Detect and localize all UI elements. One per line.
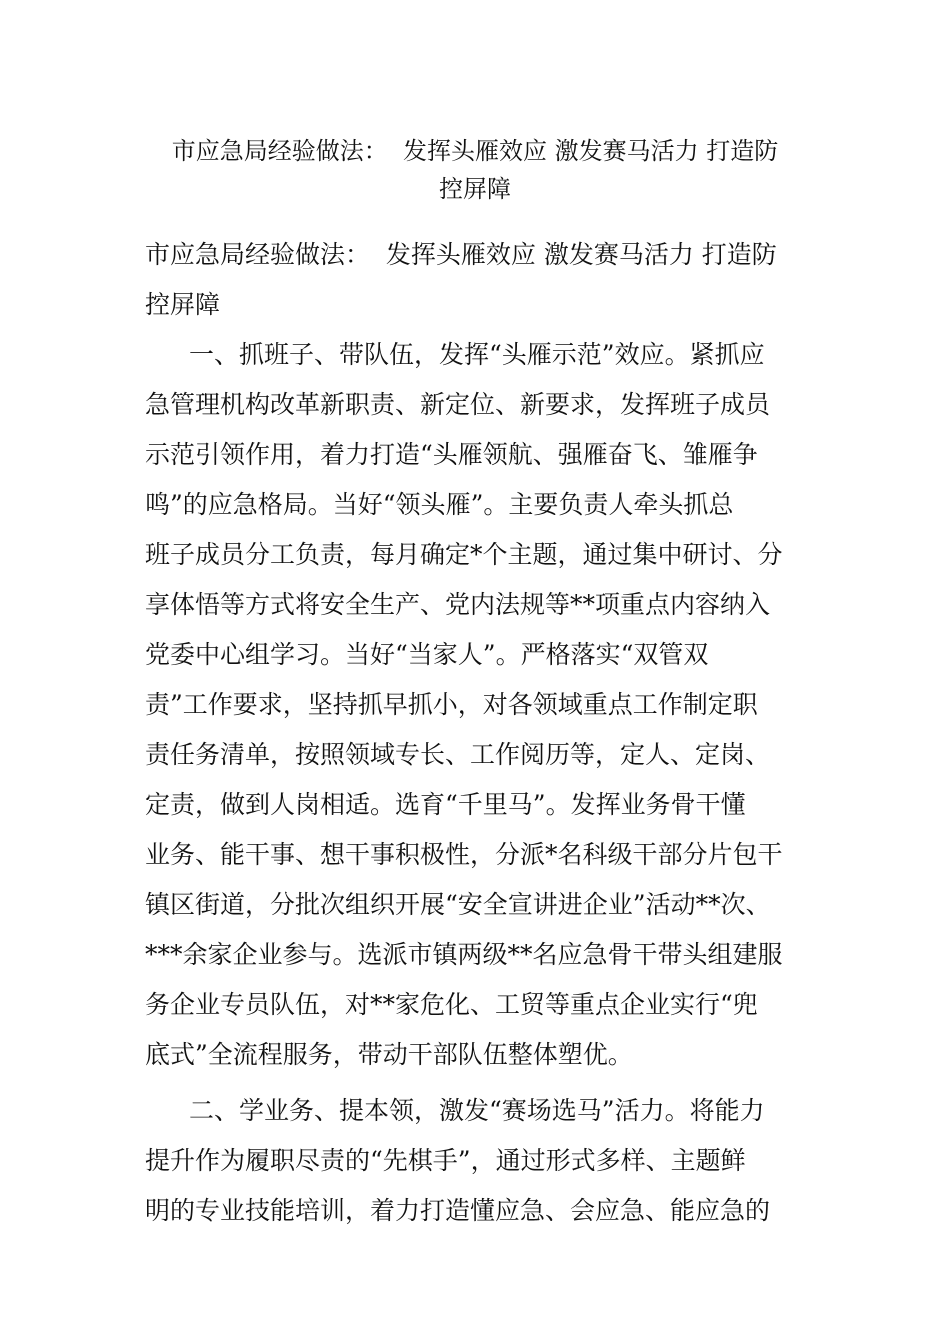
subtitle-line-2: 控屏障 [145, 290, 221, 319]
paragraph-line: 业务、能干事、想干事积极性，分派*名科级干部分片包干 [145, 840, 783, 869]
paragraph-line: 二、学业务、提本领，激发“赛场选马”活力。将能力 [189, 1096, 765, 1125]
paragraph-line: 享体悟等方式将安全生产、党内法规等**项重点内容纳入 [145, 590, 771, 619]
paragraph-line: 镇区街道，分批次组织开展“安全宣讲进企业”活动**次、 [145, 890, 771, 919]
paragraph-1 [145, 330, 810, 1080]
document-body [145, 230, 810, 1236]
paragraph-2 [145, 1086, 810, 1236]
paragraph-line: 一、抓班子、带队伍，发挥“头雁示范”效应。紧抓应 [189, 340, 765, 369]
paragraph-line: 党委中心组学习。当好“当家人”。严格落实“双管双 [145, 640, 709, 669]
paragraph-line: 鸣”的应急格局。当好“领头雁”。主要负责人牵头抓总 [145, 490, 734, 519]
paragraph-line: 底式”全流程服务，带动干部队伍整体塑优。 [145, 1040, 633, 1069]
paragraph-line: 班子成员分工负责，每月确定*个主题，通过集中研讨、分 [145, 540, 783, 569]
paragraph-line: 示范引领作用，着力打造“头雁领航、强雁奋飞、雏雁争 [145, 440, 758, 469]
paragraph-line: 提升作为履职尽责的“先棋手”，通过形式多样、主题鲜 [145, 1146, 746, 1175]
paragraph-line: 务企业专员队伍，对**家危化、工贸等重点企业实行“兜 [145, 990, 758, 1019]
paragraph-line: 责”工作要求，坚持抓早抓小，对各领域重点工作制定职 [145, 690, 758, 719]
paragraph-line: 明的专业技能培训，着力打造懂应急、会应急、能应急的 [145, 1196, 771, 1225]
document-title [0, 132, 950, 208]
paragraph-line: ***余家企业参与。选派市镇两级**名应急骨干带头组建服 [145, 940, 783, 969]
title-line-2: 控屏障 [439, 175, 511, 203]
paragraph-line: 定责，做到人岗相适。选育“千里马”。发挥业务骨干懂 [145, 790, 746, 819]
paragraph-line: 急管理机构改革新职责、新定位、新要求，发挥班子成员 [145, 390, 771, 419]
subtitle-line-1: 市应急局经验做法： 发挥头雁效应 激发赛马活力 打造防 [145, 240, 777, 269]
paragraph-line: 责任务清单，按照领域专长、工作阅历等，定人、定岗、 [145, 740, 771, 769]
title-line-1: 市应急局经验做法： 发挥头雁效应 激发赛马活力 打造防 [171, 137, 779, 165]
